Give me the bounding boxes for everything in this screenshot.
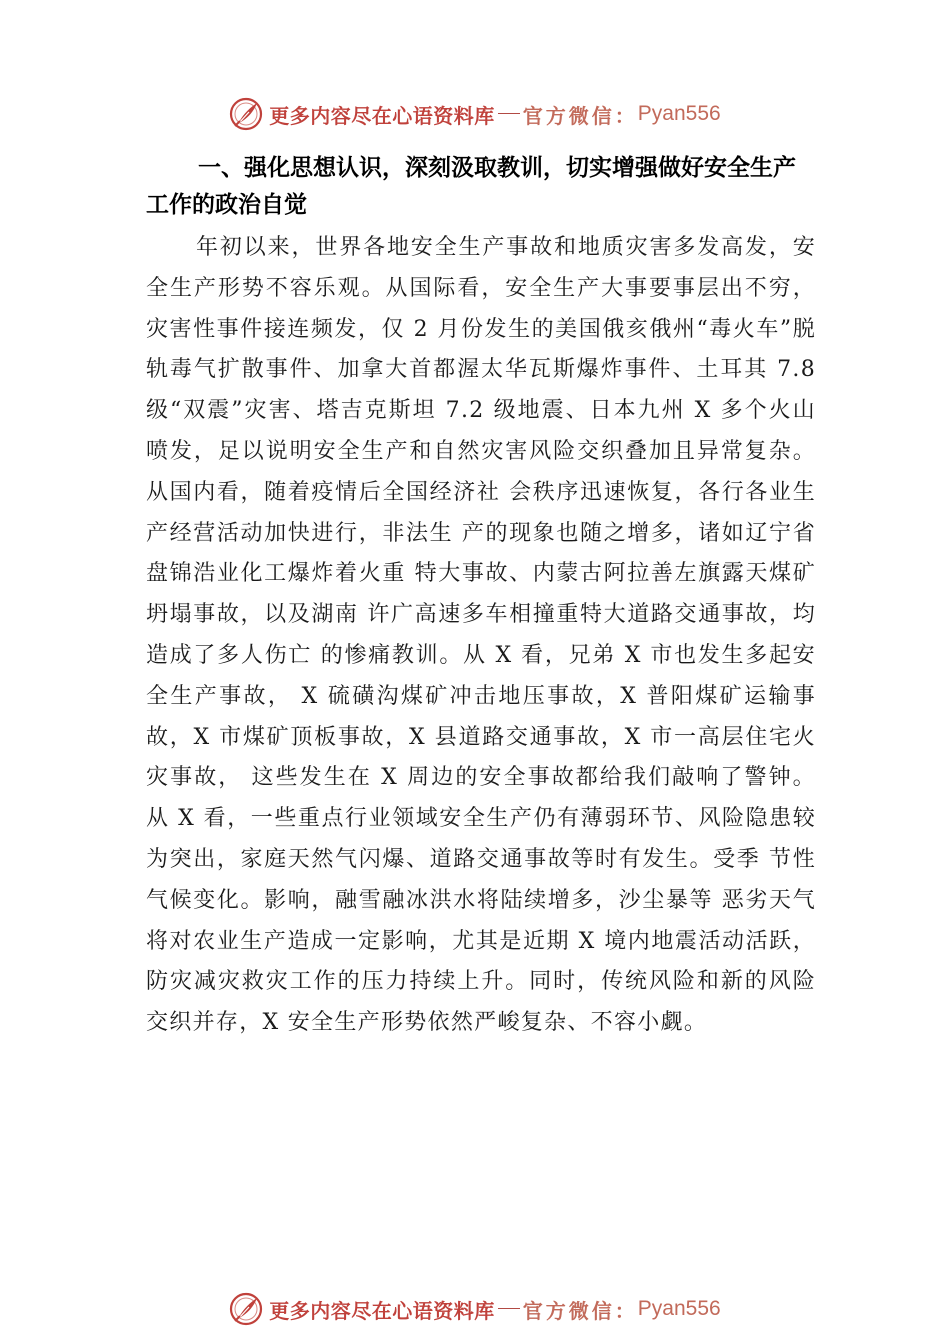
watermark-brand: 更多内容尽在心语资料库 bbox=[269, 1298, 495, 1323]
quill-pen-logo-icon bbox=[229, 97, 263, 131]
watermark-dash bbox=[498, 1308, 520, 1309]
document-body bbox=[146, 150, 816, 1044]
watermark-dash bbox=[498, 113, 520, 114]
body-paragraph: 年初以来，世界各地安全生产事故和地质灾害多发高发，安全生产形势不容乐观。从国际看，安全生产大事要事层出不穷，灾害性事件接连频发，仅 2 月份发生的美国俄亥俄州“毒火车”脱轨毒气扩散事件、加拿大首都渥太华瓦斯爆炸事件、土耳其 7.8 级“双震”灾害、塔吉克斯坦 7.2 级地震、日本九州 X 多个火山喷发，足以说明安全生产和自然灾害风险交织叠加且异常复杂。从国内看，随着疫情后全国经济社 会秩序迅速恢复，各行各业生产经营活动加快进行，非法生 产的现象也随之增多，诸如辽宁省盘锦浩业化工爆炸着火重 特大事故、内蒙古阿拉善左旗露天煤矿坍塌事故，以及湖南 许广高速多车相撞重特大道路交通事故，均造成了多人伤亡 的惨痛教训。从 X 看，兄弟 X 市也发生多起安全生产事故， X 硫磺沟煤矿冲击地压事故，X 普阳煤矿运输事故，X 市煤矿顶板事故，X 县道路交通事故，X 市一高层住宅火灾事故， 这些发生在 X 周边的安全事故都给我们敲响了警钟。从 X 看，一些重点行业领域安全生产仍有薄弱环节、风险隐患较 为突出，家庭天然气闪爆、道路交通事故等时有发生。受季 节性气候变化。影响，融雪融冰洪水将陆续增多，沙尘暴等 恶劣天气将对农业生产造成一定影响，尤其是近期 X 境内地震活动活跃，防灾减灾救灾工作的压力持续上升。同时，传统风险和新的风险交织并存，X 安全生产形势依然严峻复杂、不容小觑。 bbox=[146, 235, 816, 1036]
section-heading: 一、强化思想认识，深刻汲取教训，切实增强做好安全生产工作的政治自觉 bbox=[146, 155, 796, 218]
watermark-account: Pyan556 bbox=[637, 102, 721, 125]
header-watermark bbox=[0, 94, 950, 134]
quill-pen-logo-icon bbox=[229, 1292, 263, 1326]
watermark-brand: 更多内容尽在心语资料库 bbox=[269, 103, 495, 128]
footer-watermark bbox=[0, 1289, 950, 1329]
watermark-account: Pyan556 bbox=[637, 1297, 721, 1320]
watermark-official-label: 官方微信： bbox=[522, 1298, 638, 1323]
watermark-official-label: 官方微信： bbox=[522, 103, 638, 128]
